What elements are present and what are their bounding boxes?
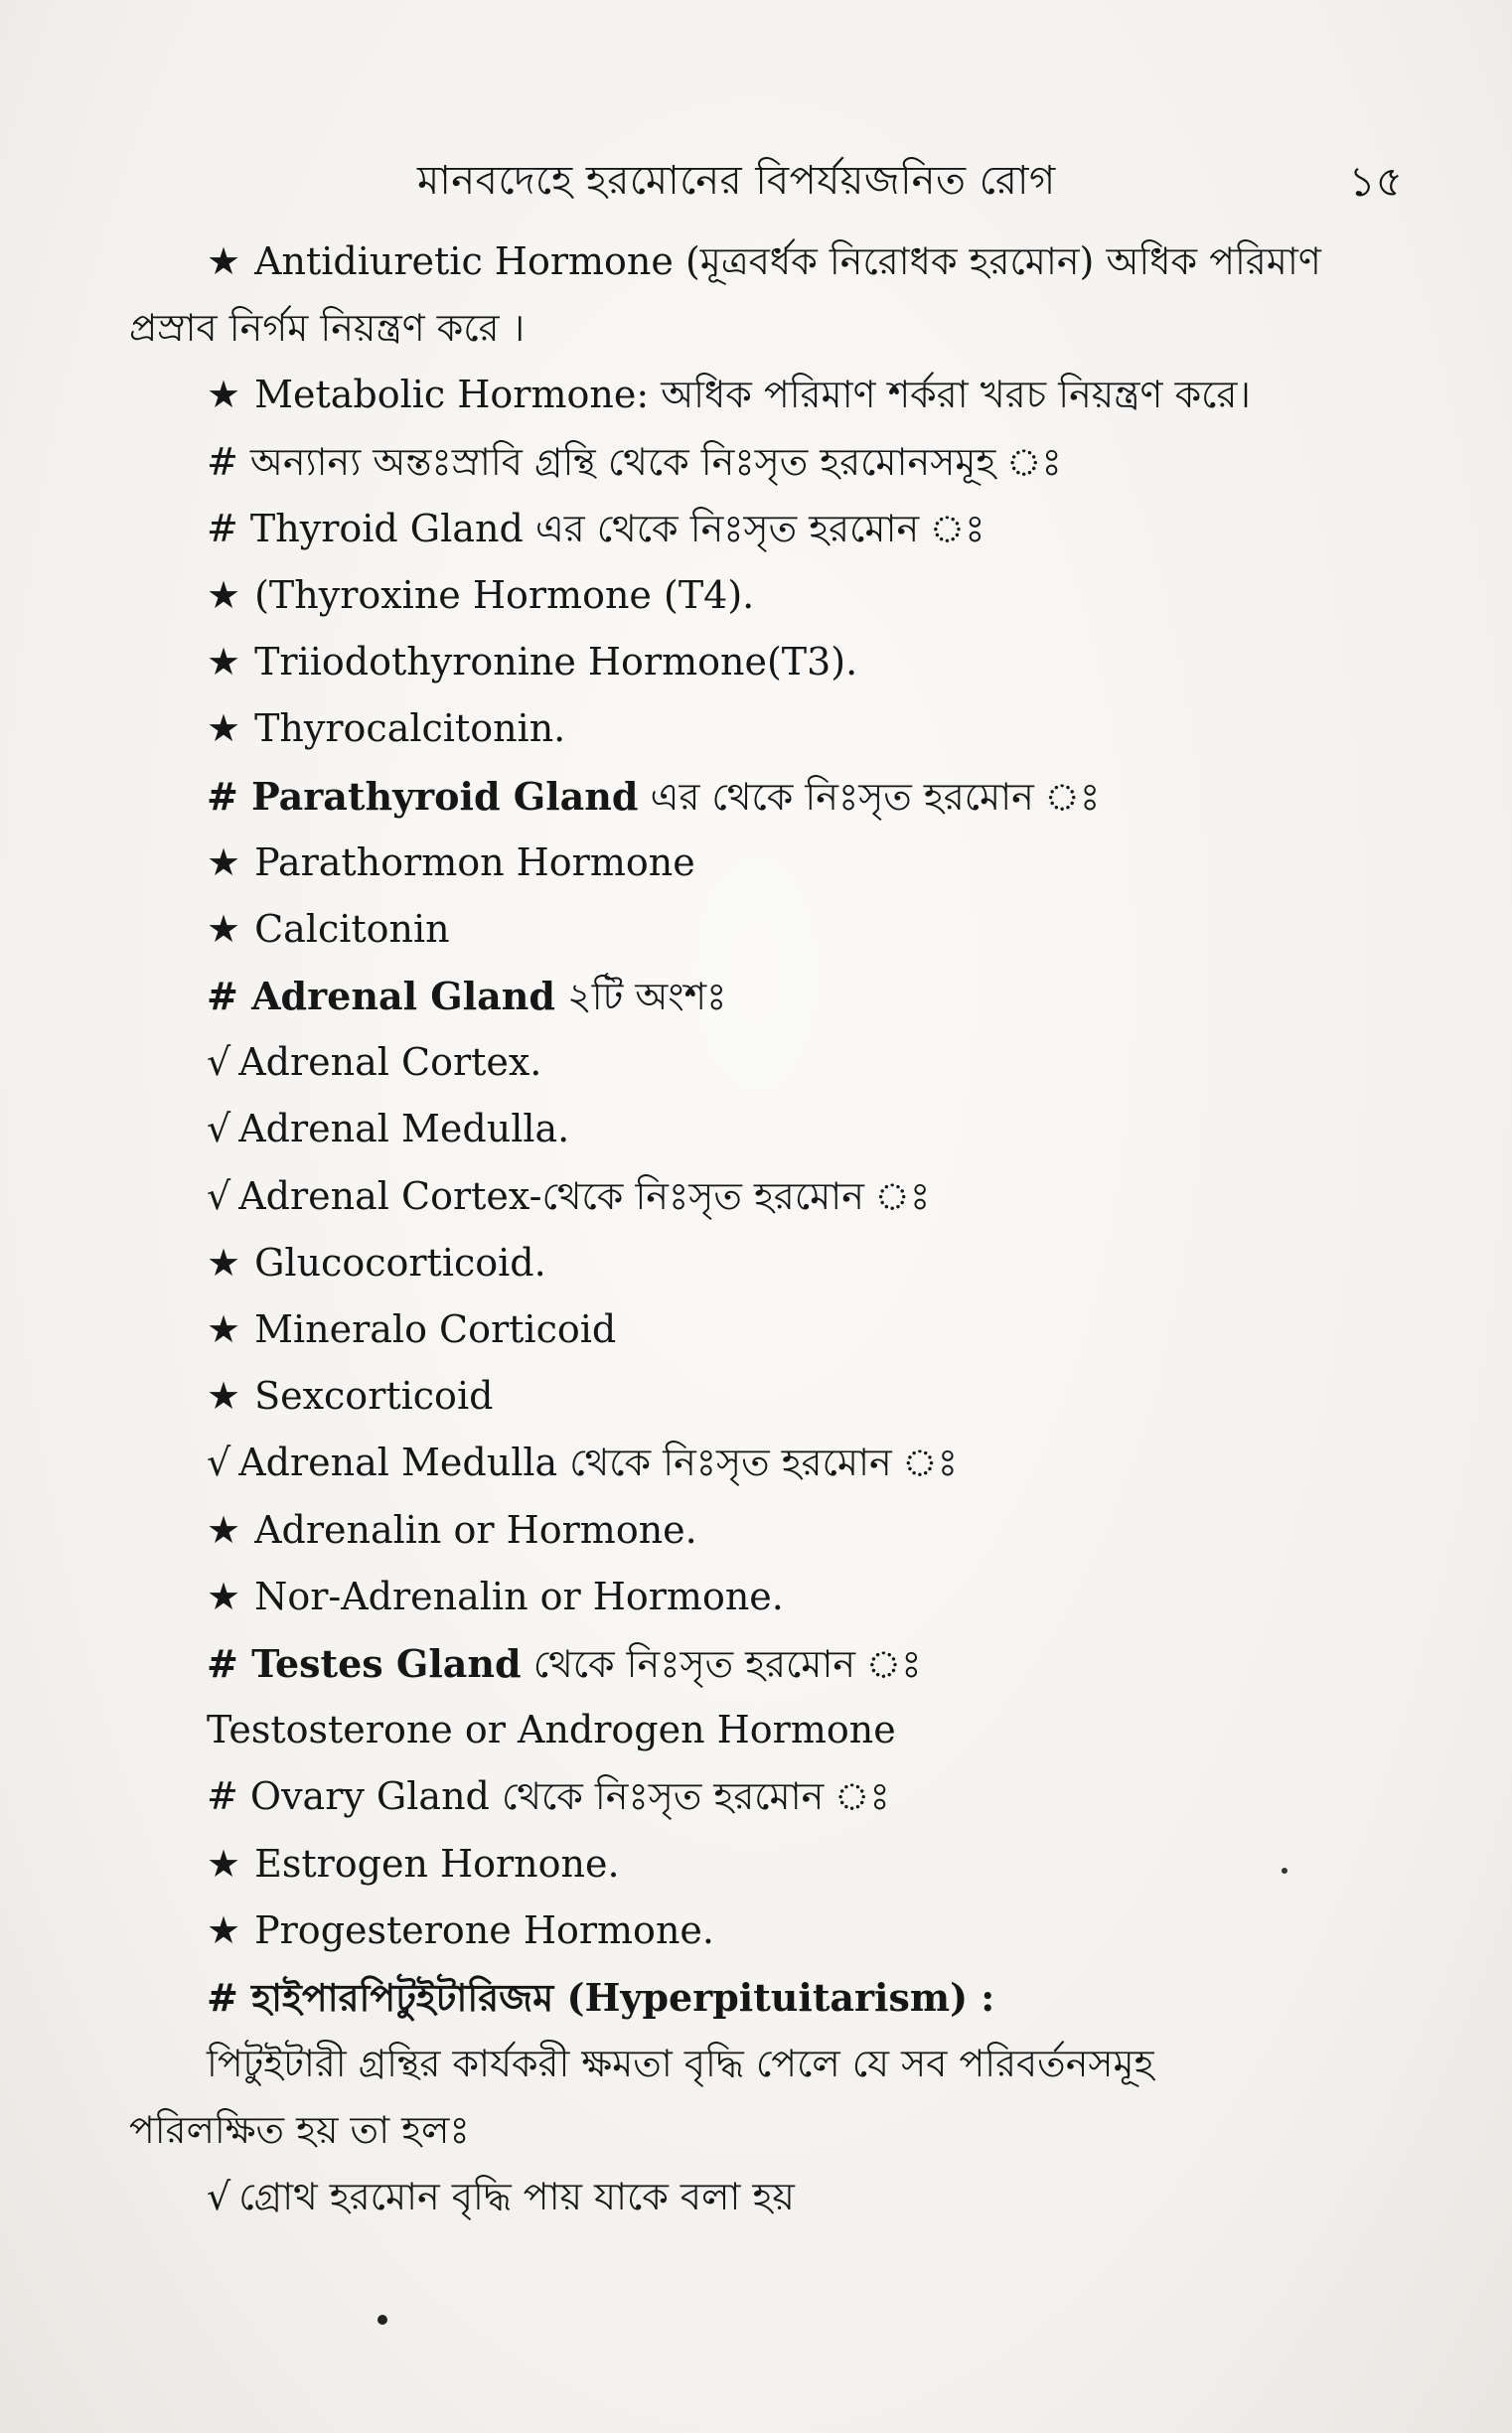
line-text: Adrenal Cortex-থেকে নিঃসৃত হরমোন ঃ — [238, 1173, 931, 1218]
section-heading: # হাইপারপিটুইটারিজম (Hyperpituitarism) : — [207, 1974, 995, 2020]
line-text: # Ovary Gland থেকে নিঃসৃত হরমোন ঃ — [207, 1774, 890, 1819]
heading-suffix: এর থেকে নিঃসৃত হরমোন ঃ — [638, 774, 1101, 819]
text-line — [207, 1964, 1399, 2031]
line-text: Nor-Adrenalin or Hormone. — [254, 1574, 784, 1618]
text-line — [207, 629, 1399, 695]
text-line — [129, 295, 1399, 362]
line-text: প্রস্রাব নির্গম নিয়ন্ত্রণ করে । — [129, 306, 526, 351]
section-heading: # Testes Gland — [207, 1640, 522, 1686]
line-text: Adrenal Cortex. — [238, 1040, 542, 1085]
text-line — [207, 228, 1399, 295]
line-text: Antidiuretic Hormone (মূত্রবর্ধক নিরোধক হরমোন) অধিক পরিমাণ — [254, 239, 1321, 283]
text-line — [207, 562, 1399, 629]
text-line — [207, 1296, 1399, 1363]
line-text: Sexcorticoid — [254, 1374, 494, 1419]
line-text: Mineralo Corticoid — [254, 1307, 617, 1351]
text-line — [207, 2031, 1399, 2097]
line-text: গ্রোথ হরমোন বৃদ্ধি পায় যাকে বলা হয় — [238, 2175, 795, 2219]
page-title: মানবদেহে হরমোনের বিপর্যয়জনিত রোগ — [417, 158, 1056, 204]
page-body — [129, 228, 1399, 2231]
section-heading: # Adrenal Gland — [207, 974, 555, 1019]
text-line — [207, 1564, 1399, 1630]
text-line — [207, 1763, 1399, 1830]
line-text: Glucocorticoid. — [254, 1240, 546, 1285]
line-text: Adrenalin or Hormone. — [254, 1507, 697, 1552]
text-line — [207, 1697, 1399, 1763]
text-line — [207, 830, 1399, 896]
text-line — [207, 1630, 1399, 1697]
text-line — [129, 2097, 1399, 2164]
text-line — [207, 1029, 1399, 1096]
line-text: Estrogen Hornone. — [254, 1841, 620, 1886]
ink-dot — [378, 2315, 387, 2325]
line-text: Adrenal Medulla. — [238, 1107, 570, 1151]
page-number: ১৫ — [1348, 157, 1403, 206]
text-line — [207, 429, 1399, 496]
text-line — [207, 1096, 1399, 1162]
text-line — [207, 763, 1399, 830]
line-text: Parathormon Hormone — [254, 839, 695, 884]
text-line — [207, 1497, 1399, 1564]
text-line — [207, 695, 1399, 762]
line-text: পিটুইটারী গ্রন্থির কার্যকরী ক্ষমতা বৃদ্ধি পেলে যে সব পরিবর্তনসমূহ — [207, 2042, 1154, 2086]
line-text: Progesterone Hormone. — [254, 1907, 714, 1952]
text-line — [207, 496, 1399, 562]
line-text: (Thyroxine Hormone (T4). — [254, 572, 755, 617]
text-line — [207, 1898, 1399, 1964]
line-text: পরিলক্ষিত হয় তা হলঃ — [129, 2108, 470, 2153]
text-line — [207, 1831, 1399, 1898]
text-line — [207, 963, 1399, 1029]
text-line — [207, 2164, 1399, 2230]
heading-suffix: ২টি অংশঃ — [554, 975, 727, 1019]
line-text: # Thyroid Gland এর থেকে নিঃসৃত হরমোন ঃ — [207, 506, 985, 550]
text-line — [207, 1230, 1399, 1296]
line-text: Triiodothyronine Hormone(T3). — [254, 640, 858, 684]
ink-speck — [1282, 1868, 1287, 1874]
line-text: Calcitonin — [254, 906, 450, 951]
heading-suffix: থেকে নিঃসৃত হরমোন ঃ — [521, 1641, 922, 1686]
text-line — [207, 1430, 1399, 1496]
text-line — [207, 896, 1399, 963]
text-line — [207, 1163, 1399, 1230]
line-text: # অন্যান্য অন্তঃস্রাবি গ্রন্থি থেকে নিঃসৃত হরমোনসমূহ ঃ — [207, 439, 1062, 484]
line-text: Thyrocalcitonin. — [254, 706, 566, 751]
text-line — [207, 362, 1399, 428]
running-header — [417, 149, 1403, 219]
line-text: Testosterone or Androgen Hormone — [207, 1708, 896, 1752]
line-text: Adrenal Medulla থেকে নিঃসৃত হরমোন ঃ — [238, 1441, 959, 1485]
section-heading: # Parathyroid Gland — [207, 773, 639, 819]
line-text: Metabolic Hormone: অধিক পরিমাণ শর্করা খরচ নিয়ন্ত্রণ করে। — [254, 373, 1251, 417]
text-line — [207, 1363, 1399, 1430]
